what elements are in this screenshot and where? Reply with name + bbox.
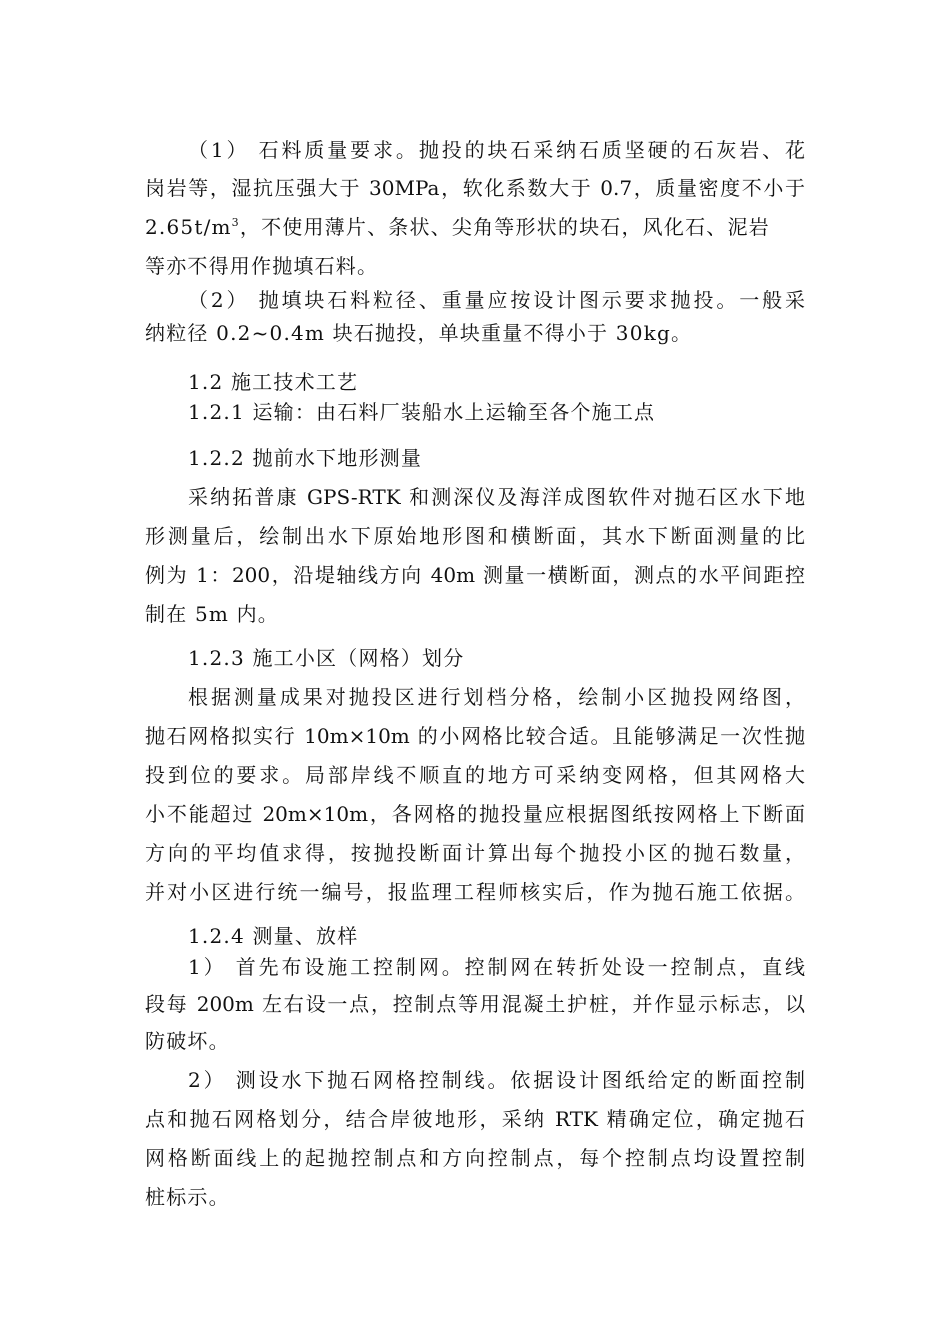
paragraph-survey-line-4: 制在 5m 内。 (145, 602, 280, 626)
heading-terrain-survey: 1.2.2 抛前水下地形测量 (188, 446, 423, 470)
heading-grid-division: 1.2.3 施工小区（网格）划分 (188, 646, 465, 670)
paragraph-survey-line-2: 形测量后，绘制出水下原始地形图和横断面，其水下断面测量的比 (145, 524, 805, 548)
paragraph-control-net-line-3: 防破坏。 (145, 1029, 230, 1053)
heading-construction-process: 1.2 施工技术工艺 (188, 370, 359, 394)
paragraph-control-net-line-1: 1） 首先布设施工控制网。控制网在转折处设一控制点，直线 (188, 955, 805, 979)
paragraph-grid-line-5: 方向的平均值求得，按抛投断面计算出每个抛投小区的抛石数量， (145, 841, 805, 865)
paragraph-stone-quality-line-2: 岗岩等，湿抗压强大于 30MPa，软化系数大于 0.7，质量密度不小于 (145, 176, 805, 200)
paragraph-survey-line-1: 采纳拓普康 GPS-RTK 和测深仪及海洋成图软件对抛石区水下地 (188, 485, 805, 509)
paragraph-stone-quality-line-1: （1） 石料质量要求。抛投的块石采纳石质坚硬的石灰岩、花 (188, 138, 805, 162)
paragraph-grid-line-3: 投到位的要求。局部岸线不顺直的地方可采纳变网格，但其网格大 (145, 763, 805, 787)
paragraph-grid-control-line-1: 2） 测设水下抛石网格控制线。依据设计图纸给定的断面控制 (188, 1068, 805, 1092)
paragraph-stone-size-line-2: 纳粒径 0.2~0.4m 块石抛投，单块重量不得小于 30kg。 (145, 321, 693, 345)
paragraph-grid-control-line-3: 网格断面线上的起抛控制点和方向控制点，每个控制点均设置控制 (145, 1146, 805, 1170)
paragraph-grid-line-1: 根据测量成果对抛投区进行划档分格，绘制小区抛投网络图， (188, 685, 805, 709)
heading-survey-layout: 1.2.4 测量、放样 (188, 924, 359, 948)
paragraph-stone-quality-line-4: 等亦不得用作抛填石料。 (145, 254, 379, 278)
paragraph-stone-quality-line-3: $2.65t/m^3$，不使用薄片、条状、尖角等形状的块石，风化石、泥岩 (145, 215, 770, 239)
paragraph-grid-line-6: 并对小区进行统一编号，报监理工程师核实后，作为抛石施工依据。 (145, 880, 805, 904)
heading-transport: 1.2.1 运输：由石料厂装船水上运输至各个施工点 (188, 400, 656, 424)
paragraph-grid-control-line-4: 桩标示。 (145, 1185, 230, 1209)
paragraph-grid-line-4: 小不能超过 20m×10m，各网格的抛投量应根据图纸按网格上下断面 (145, 802, 805, 826)
paragraph-stone-size-line-1: （2） 抛填块石料粒径、重量应按设计图示要求抛投。一般采 (188, 288, 805, 312)
paragraph-control-net-line-2: 段每 200m 左右设一点，控制点等用混凝土护桩，并作显示标志，以 (145, 992, 805, 1016)
paragraph-grid-control-line-2: 点和抛石网格划分，结合岸彼地形，采纳 RTK 精确定位，确定抛石 (145, 1107, 805, 1131)
paragraph-grid-line-2: 抛石网格拟实行 10m×10m 的小网格比较合适。且能够满足一次性抛 (145, 724, 805, 748)
paragraph-survey-line-3: 例为 1：200，沿堤轴线方向 40m 测量一横断面，测点的水平间距控 (145, 563, 805, 587)
